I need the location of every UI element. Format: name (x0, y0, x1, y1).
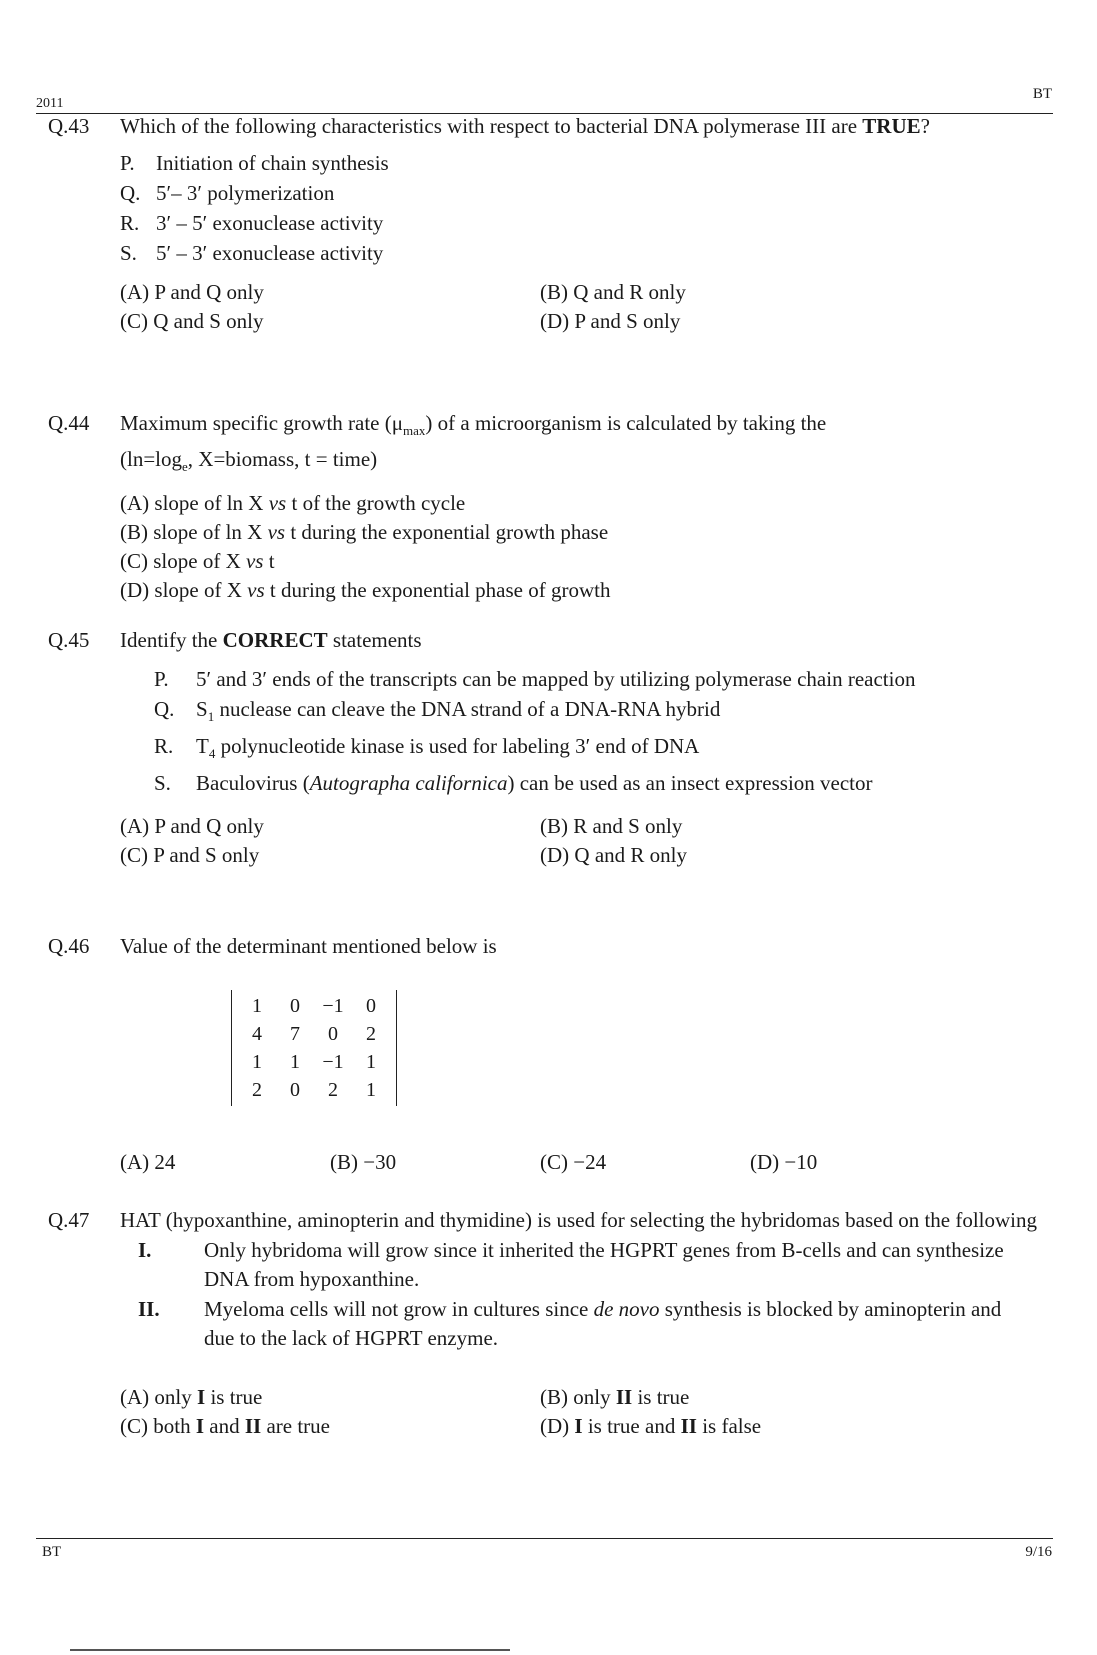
option-d[interactable]: (D) I is true and II is false (540, 1414, 762, 1438)
question-number: Q.47 (48, 1208, 90, 1232)
option-c[interactable]: (C) both I and II are true (120, 1414, 330, 1438)
question-47 (48, 1206, 1048, 1441)
statement-item: II. Myeloma cells will not grow in cultures since de novo synthesis is blocked by aminopterin and due to the lack of HGPRT enzyme. (138, 1297, 1002, 1350)
matrix-cell: −1 (322, 1050, 344, 1073)
option-b[interactable]: (B) Q and R only (540, 280, 686, 304)
answer-options (120, 1148, 1048, 1177)
option-d[interactable]: (D) P and S only (540, 309, 681, 333)
matrix-cell: 1 (366, 1078, 376, 1101)
statement-item: R. 3′ – 5′ exonuclease activity (120, 211, 384, 235)
option-a[interactable]: (A) P and Q only (120, 814, 264, 839)
option-c[interactable]: (C) Q and S only (120, 309, 264, 333)
option-b[interactable]: (B) R and S only (540, 814, 683, 839)
question-43 (48, 112, 1048, 336)
statement-item: S. Baculovirus (Autographa californica) can be used as an insect expression vector (154, 771, 873, 796)
question-44 (48, 409, 1048, 605)
answer-options (120, 489, 1048, 605)
statement-item: S. 5′ – 3′ exonuclease activity (120, 241, 384, 265)
question-stem: Maximum specific growth rate $(\mu_{max})$ of a microorganism is calculated by taking the ($\ln=\log_e$, X=biomass, t = time) (120, 411, 827, 475)
question-stem: Identify the CORRECT statements (120, 628, 422, 652)
matrix-cell: 2 (366, 1022, 376, 1045)
option-d[interactable]: (D) Q and R only (540, 843, 687, 868)
matrix-cell: 1 (252, 994, 262, 1017)
option-a[interactable]: (A) slope of ln X vs t of the growth cycle (120, 491, 466, 516)
option-c[interactable]: (C) P and S only (120, 843, 260, 868)
matrix-cell: 0 (366, 994, 376, 1017)
question-stem: Value of the determinant mentioned below is (120, 934, 497, 958)
statement-item: P. Initiation of chain synthesis (120, 151, 389, 175)
matrix-cell: 2 (328, 1078, 338, 1101)
question-45 (48, 626, 1048, 870)
matrix-cell: 0 (290, 1078, 300, 1101)
statement-item: R. $T_4$ polynucleotide kinase is used for labeling 3′ end of DNA (154, 734, 700, 762)
footer-rule (36, 1538, 1053, 1539)
matrix-cell: 1 (290, 1050, 300, 1073)
determinant-matrix (231, 990, 397, 1106)
answer-options (120, 278, 1048, 336)
option-b[interactable]: (B) slope of ln X vs t during the exponential growth phase (120, 520, 609, 545)
answer-options (120, 812, 1048, 870)
answer-options (120, 1383, 1048, 1441)
option-b[interactable]: (B) −30 (330, 1150, 397, 1174)
header-paper-code: BT (1032, 86, 1052, 102)
question-46-options (48, 1148, 1048, 1177)
matrix-cell: 7 (290, 1022, 300, 1045)
matrix-cell: 1 (252, 1050, 262, 1073)
question-stem: Which of the following characteristics with respect to bacterial DNA polymerase III are TRUE? (120, 114, 930, 138)
statement-item: Q. $S_1$ nuclease can cleave the DNA strand of a DNA-RNA hybrid (154, 697, 721, 725)
option-d[interactable]: (D) −10 (750, 1150, 818, 1174)
option-c[interactable]: (C) slope of X vs t (120, 549, 275, 574)
header-year: 2011 (36, 96, 64, 111)
statement-list (138, 1236, 1018, 1353)
statement-list (154, 665, 1034, 798)
question-number: Q.45 (48, 628, 90, 652)
question-46 (48, 932, 1048, 961)
matrix-cell: 1 (366, 1050, 376, 1073)
matrix-cell: −1 (322, 994, 344, 1017)
matrix-cell: 2 (252, 1078, 262, 1101)
bottom-rule (70, 1649, 510, 1651)
matrix-cell: 4 (252, 1022, 262, 1045)
matrix-cell: 0 (290, 994, 300, 1017)
option-c[interactable]: (C) −24 (540, 1150, 607, 1174)
footer-paper-code: BT (42, 1544, 62, 1560)
option-d[interactable]: (D) slope of X vs t during the exponential phase of growth (120, 578, 611, 603)
option-a[interactable]: (A) P and Q only (120, 280, 264, 304)
statement-item: I. Only hybridoma will grow since it inherited the HGPRT genes from B-cells and can synthesize DNA from hypoxanthine. (138, 1238, 1004, 1291)
question-stem: HAT (hypoxanthine, aminopterin and thymidine) is used for selecting the hybridomas based on the following (120, 1208, 1038, 1232)
statement-list (120, 149, 1048, 268)
statement-item: Q. 5′– 3′ polymerization (120, 181, 335, 205)
question-number: Q.43 (48, 114, 90, 138)
footer-page-number: 9/16 (1025, 1544, 1052, 1560)
option-b[interactable]: (B) only II is true (540, 1385, 690, 1409)
option-a[interactable]: (A) only I is true (120, 1385, 263, 1409)
statement-item: P. 5′ and 3′ ends of the transcripts can be mapped by utilizing polymerase chain reaction (154, 667, 916, 691)
matrix-cell: 0 (328, 1022, 338, 1045)
question-number: Q.44 (48, 411, 90, 435)
question-number: Q.46 (48, 934, 90, 958)
option-a[interactable]: (A) 24 (120, 1150, 176, 1174)
